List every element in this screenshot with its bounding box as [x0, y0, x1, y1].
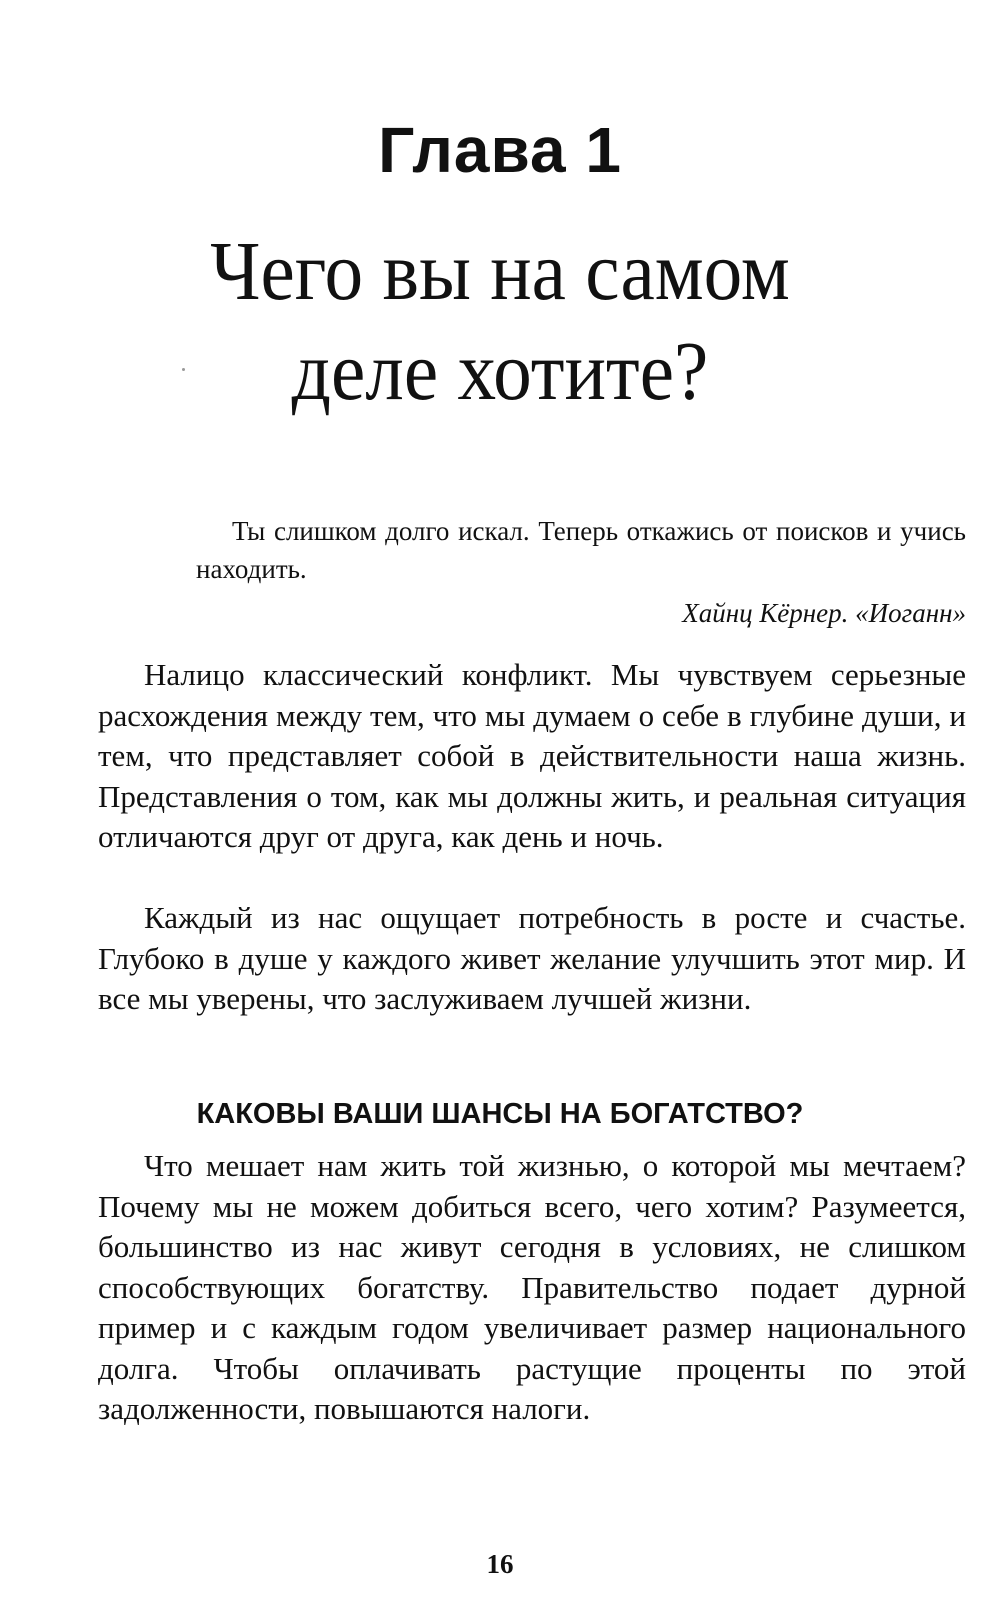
epigraph-source: Хайнц Кёрнер. «Иоганн»	[682, 598, 966, 628]
body-paragraph: Налицо классический конфликт. Мы чувствуем серьезные расхождения между тем, что мы думаем о себе в глубине души, и тем, что представляет собой в действительности наша жизнь. Представления о том, как мы должны жить, и реальная ситуация отличаются друг от друга, как день и ночь.	[98, 657, 966, 854]
chapter-title	[40, 222, 960, 422]
page-number: 16	[486, 1549, 514, 1579]
chapter-title-line: Чего вы на самом	[210, 225, 790, 318]
chapter-label: Глава 1	[378, 114, 622, 186]
section-paragraph-block	[98, 1146, 966, 1430]
epigraph-text: Ты слишком долго искал. Теперь откажись от поисков и учись находить.	[196, 516, 966, 584]
body-paragraph-block	[98, 655, 966, 858]
body-paragraph: Каждый из нас ощущает потребность в росте и счастье. Глубоко в душе у каждого живет желание улучшить этот мир. И все мы уверены, что заслуживаем лучшей жизни.	[98, 900, 966, 1016]
epigraph	[196, 512, 966, 632]
section-paragraph: Что мешает нам жить той жизнью, о которой мы мечтаем? Почему мы не можем добиться всего, чего хотим? Разумеется, большинство из нас живут сегодня в условиях, не слишком способствующих богатству. Правительство подает дурной пример и с каждым годом увеличивает размер национального долга. Чтобы оплачивать растущие проценты по этой задолженности, повышаются налоги.	[98, 1148, 966, 1426]
body-paragraph-block	[98, 898, 966, 1020]
print-speck	[182, 368, 185, 371]
section-heading: КАКОВЫ ВАШИ ШАНСЫ НА БОГАТСТВО?	[196, 1098, 804, 1130]
chapter-title-line: деле хотите?	[291, 325, 709, 418]
